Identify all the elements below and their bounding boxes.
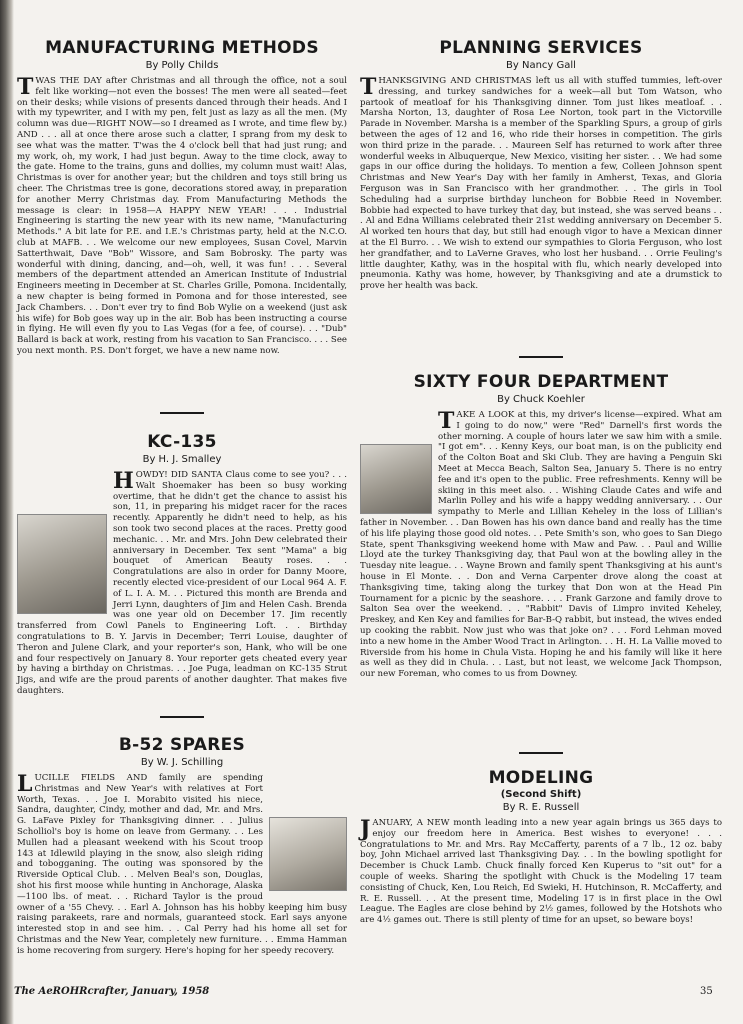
article-text: UCILLE FIELDS AND family are spending Christmas and New Year's with relatives at Fort Worth, Texas. . . Joe I. Morabito visited his niece, Sandra, daughter, Cindy, mother and dad, Mr. and Mrs. G. LaFave Pixley for Thanksgiving dinner. . . Julius Scholliol's boy is home on leave from Germany. . . Les Mullen had a pleasant weekend with his Scout troop 143 at Idlewild playing in the snow, also sleigh riding and tobogganing. The outing was sponsored by the Riverside Optical Club. . . Melven Beal's son, Douglas, shot his first moose while hunting in Anchorage, Alaska—1100 lbs. of meat. . . Richard Taylor is the proud owner of a '55 Chevy. . . Earl A. Johnson has his hobby keeping him busy raising parakeets, rare and normals, guaranteed stock. Earl says anyone interested stop in and see him. . . Cal Perry had his home all set for Christmas and the New Year, completely new furniture. . . Emma Hamman is home recovering from surgery. Here's hoping for her speedy recovery. xyxy=(17,773,347,956)
drop-cap: L xyxy=(17,771,33,797)
publication-footer: The AeROHRcrafter, January, 1958 xyxy=(14,986,210,997)
drop-cap: J xyxy=(360,816,371,842)
section-divider xyxy=(519,752,563,754)
article-byline: By Polly Childs xyxy=(145,60,219,71)
article-text: WAS THE DAY after Christmas and all through the office, not a soul felt like working—not even the bosses! The men were all seated—feet on their desks; while visions of presents danced through their heads. And I with my typewriter, and I with my pen, felt just as lazy as all the men. (My column was due—RIGHT NOW—so I dreamed as I wrote, and time flew by.) AND . . . all at once there arose such a clatter, I sprang from my desk to see what was the matter. T'was the 4 o'clock bell that had just rung; and my work, oh, my work, I had just begun. Away to the time clock, away to the gate. Home to the trains, guns and dollies, my column must wait! Alas, Christmas is over for another year; but the children and toys still bring us cheer. The Christmas tree is gone, decorations stored away, in preparation for another Merry Christmas day. From Manufacturing Methods the message is clear: in 1958—A HAPPY NEW YEAR! . . . Industrial Engineering is starting the new year with its new name, "Manufacturing Methods." A bit late for P.E. and I.E.'s Christmas party, held at the N.C.O. club at MAFB. . . We welcome our new employees, Susan Covel, Marvin Satterthwait, Dave "Bob" Wissore, and Sam Bobrosky. The party was wonderful with dining, dancing, and—oh, well, it was fun! . . . Several members of the department attended an American Institute of Industrial Engineers meeting in December at St. Charles Grille, Pomona. Incidentally, a new chapter is being formed in Pomona and for those interested, see Jack Chambers. . . Don't ever try to find Bob Wylie on a weekend (just ask his wife) for Bob goes way up in the air. Bob has been instructing a course in flying. He will even fly you to Las Vegas (for a fee, of course). . . "Dub" Ballard is back at work, resting from his vacation to San Francisco. . . . See you next month. P.S. Don't forget, we have a new name now. xyxy=(17,76,347,356)
article-byline: By W. J. Schilling xyxy=(140,757,224,768)
article-byline: By Nancy Gall xyxy=(506,60,576,71)
article-b52-spares xyxy=(17,735,347,957)
article-manufacturing-methods xyxy=(17,38,347,357)
article-text: OWDY! DID SANTA Claus come to see you? . . . Walt Shoemaker has been so busy working overtime, that he didn't get the chance to assist his son, 11, in preparing his midget racer for the races recently. Apparently he didn't need to help, as his son took two second places at the races. Pretty good mechanic. . . Mr. and Mrs. John Dew celebrated their anniversary in December. Tex sent "Mama" a big bouquet of American Beauty roses. . . Congratulations are also in order for Danny Moore, recently elected vice-president of our Local 964 A. F. of L. I. A. M. . . Pictured this month are Brenda and Jerri Lynn, daughters of Jim and Helen Cash. Brenda was one year old on December 17. Jim recently transferred from Cowl Panels to Engineering Loft. . . Birthday congratulations to B. Y. Jarvis in December; Terri Louise, daughter of Theron and Julene Clark, and your reporter's son, Hank, who will be one and four respectively on January 8. Your reporter gets cheated every year by having a birthday on Christmas. . . Joe Puga, leadman on KC-135 Strut Jigs, and wife are the proud parents of another daughter. That makes five daughters. xyxy=(17,470,347,696)
article-title: SIXTY FOUR DEPARTMENT xyxy=(413,372,669,392)
article-byline: By Chuck Koehler xyxy=(497,394,585,405)
page-number: 35 xyxy=(700,986,713,997)
section-divider xyxy=(160,412,204,414)
article-title: B-52 SPARES xyxy=(118,735,246,755)
article-kc-135 xyxy=(17,432,347,697)
article-text: HANKSGIVING AND CHRISTMAS left us all with stuffed tummies, left-over dressing, and turkey sandwiches for a week—all but Tom Watson, who partook of meatloaf for his Thanksgiving dinner. Tom just likes meatloaf. . . Marsha Norton, 13, daughter of Rosa Lee Norton, took part in the Victorville Parade in November. Marsha is a member of the Sparkling Spurs, a group of girls between the ages of 12 and 16, who ride their horses in competition. The girls won third prize in the parade. . . Maureen Self has returned to work after three wonderful weeks in Albuquerque, New Mexico, visiting her sister. . . We had some gaps in our office during the holidays. To mention a few, Colleen Johnson spent Christmas and New Year's Day with her family in Amherst, Texas, and Gloria Ferguson was in San Francisco with her grandmother. . . The girls in Tool Scheduling had a surprise birthday luncheon for Bobbie Reed in November. Bobbie had expected to have turkey that day, but instead, she was served beans . . . Al and Edna Williams celebrated their 21st wedding anniversary on December 5. Al worked ten hours that day, but still had enough vigor to have a Mexican dinner at the El Burro. . . We wish to extend our sympathies to Gloria Ferguson, who lost her grandfather, and to LaVerne Graves, who lost her husband. . . Orrie Feuling's little daughter, Kathy, was in the hospital with flu, which nearly developed into pneumonia. Kathy was home, however, by Thanksgiving and ate a drumstick to prove her health was back. xyxy=(360,76,722,292)
drop-cap: T xyxy=(438,408,455,434)
article-text: ANUARY, A NEW month leading into a new year again brings us 365 days to enjoy our freedom here in America. Best wishes to everyone! . . . Congratulations to Mr. and Mrs. Ray McCafferty, parents of a 7 lb., 12 oz. baby boy, John Michael arrived last Thanksgiving Day. . . In the bowling spotlight for December is Chuck Lamb. Chuck finally forced Ken Kuperus to "sit out" for a couple of weeks. Sharing the spotlight with Chuck is the Modeling 17 team consisting of Chuck, Ken, Lou Reich, Ed Swieki, H. Hutchinson, R. McCafferty, and R. E. Russell. . . At the present time, Modeling 17 is in first place in the Owl League. The Eagles are close behind by 2½ games, followed by the Hotshots who are 4½ games out. There is still plenty of time for an upset, so beware boys! xyxy=(360,818,722,926)
section-divider xyxy=(519,356,563,358)
article-subtitle: (Second Shift) xyxy=(500,789,582,800)
article-body xyxy=(17,470,347,697)
article-modeling xyxy=(360,768,722,926)
photo-red-darnell xyxy=(360,444,432,514)
article-byline: By R. E. Russell xyxy=(502,802,580,813)
section-divider xyxy=(160,716,204,718)
drop-cap: H xyxy=(113,468,134,494)
article-body xyxy=(17,773,347,957)
article-sixty-four-department xyxy=(360,372,722,680)
article-body xyxy=(17,76,347,357)
drop-cap: T xyxy=(17,74,34,100)
article-title: MODELING xyxy=(488,768,594,788)
photo-reporter xyxy=(269,817,347,891)
article-body xyxy=(360,76,722,292)
article-text: AKE A LOOK at this, my driver's license—expired. What am I going to do now," were "Red" Darnell's first words the other morning. A couple of hours later we saw him with a smile. "I got em". . . Kenny Keys, our boat man, is on the publicity end of the Colton Boat and Ski Club. They are having a Penguin Ski Meet at Mecca Beach, Salton Sea, January 5. There is no entry fee and it's open to the public. Free refreshments. Kenny will be skiing in this meet also. . . Wishing Claude Cates and wife and Marlin Polley and his wife a happy wedding anniversary. . . Our sympathy to Merle and Lillian Keheley in the loss of Lillian's father in November. . . Dan Bowen has his own dance band and really has the time of his life playing those good old notes. . . Pete Smith's son, who goes to San Diego State, spent Thanksgiving weekend home with Maw and Paw. . . Paul and Willie Lloyd ate the turkey Thanksgiving day, that Paul won at the bowling alley in the Tuesday nite league. . . Wayne Brown and family spent Thanksgiving at his aunt's house in El Monte. . . Don and Verna Carpenter drove along the coast at Thanksgiving time, taking along the turkey that Don won at the Head Pin Tournament for a picnic by the seashore. . . . Frank Garzone and family drove to Salton Sea over the weekend. . . "Rabbit" Davis of Limpro invited Keheley, Preskey, and Ken Key and families for Bar-B-Q rabbit, but instead, the wives ended up cooking the rabbit. Now just who was that joke on? . . . Ford Lehman moved into a new home in the Amber Wood Tract in Arlington. . . H. H. La Vallie moved to Riverside from his home in Chula Vista. Hoping he and his family will like it here as well as they did in Chula. . . Last, but not least, we welcome Jack Thompson, our new Foreman, who comes to us from Downey. xyxy=(360,410,722,680)
article-body xyxy=(360,410,722,680)
article-title: KC-135 xyxy=(147,432,217,452)
article-planning-services xyxy=(360,38,722,292)
article-body xyxy=(360,818,722,926)
article-title: PLANNING SERVICES xyxy=(439,38,643,58)
binding-shadow xyxy=(0,0,14,1024)
article-title: MANUFACTURING METHODS xyxy=(45,38,319,58)
photo-cash-daughters xyxy=(17,514,107,614)
drop-cap: T xyxy=(360,74,377,100)
article-byline: By H. J. Smalley xyxy=(142,454,222,465)
